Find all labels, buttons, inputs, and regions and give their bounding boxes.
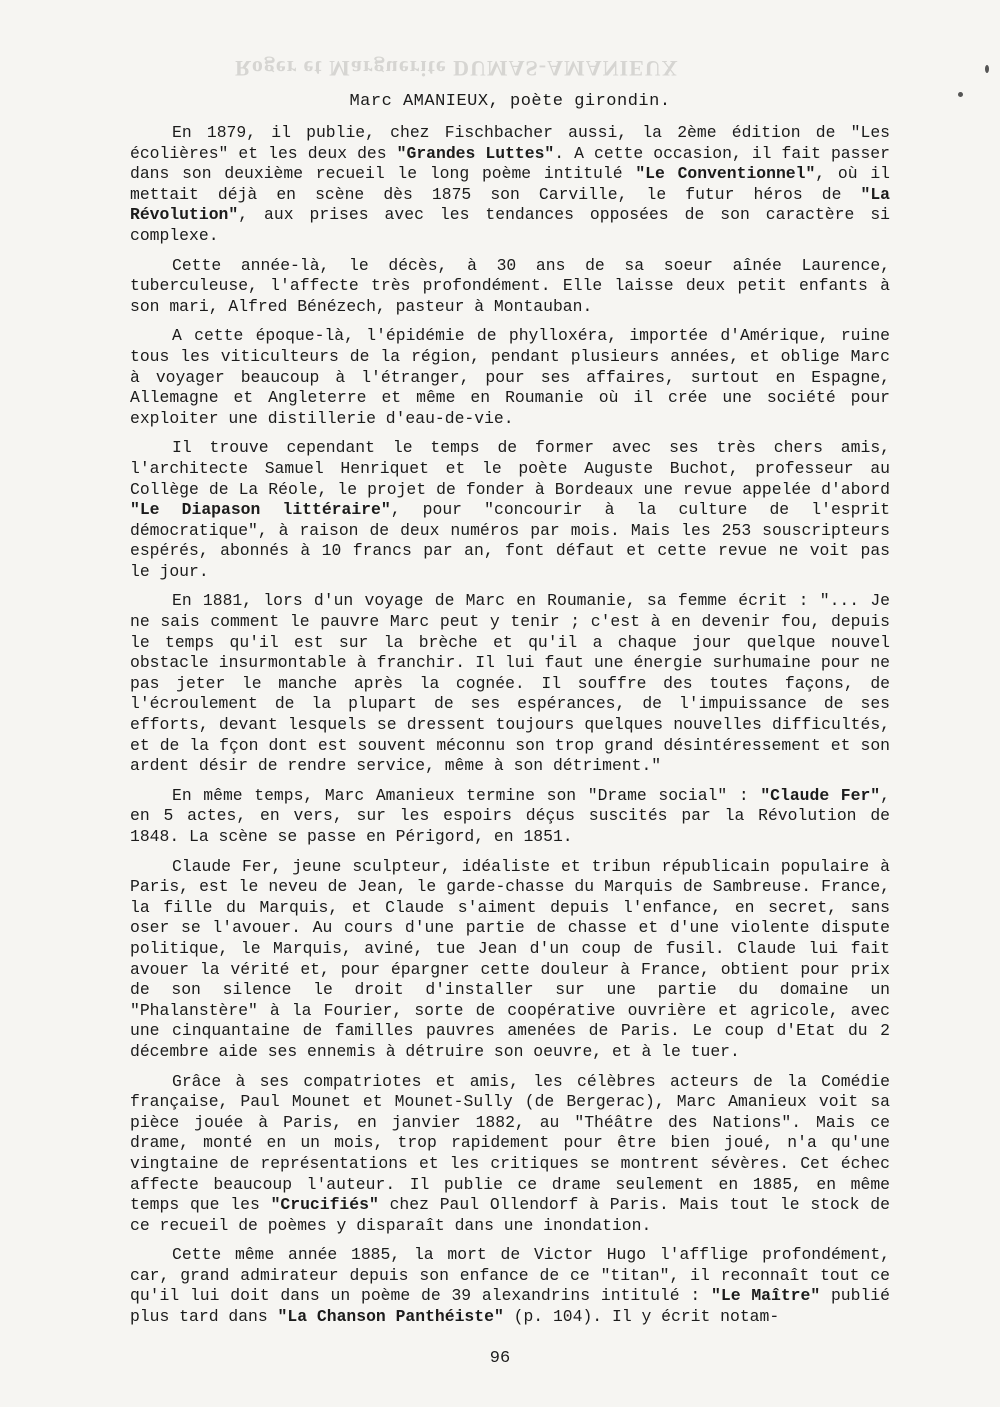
paragraph — [130, 123, 890, 247]
page-number: 96 — [489, 1349, 511, 1368]
text-segment: Cette année-là, le décès, à 30 ans de sa soeur aînée Laurence, tuberculeuse, l'affecte très profondément. Elle laisse deux petit enfants à son mari, Alfred Bénézech, pasteur à Montauban. — [130, 255, 890, 316]
paragraph — [130, 786, 890, 848]
text-segment: En même temps, Marc Amanieux termine son "Drame social" : — [172, 785, 761, 805]
bleed-through-text: Roger et Marguerite DUMAS-AMANIEUX — [235, 56, 679, 81]
text-segment: , où il mettait déjà en scène dès 1875 son Carville, le futur héros de — [130, 164, 890, 204]
paragraph-list — [130, 123, 890, 1328]
paragraph — [130, 256, 890, 318]
bold-title-segment: "Claude Fer" — [760, 785, 881, 805]
bold-title-segment: "Le Conventionnel" — [635, 164, 816, 184]
bold-title-segment: "La Révolution" — [130, 184, 890, 225]
paragraph — [130, 857, 890, 1063]
text-segment: En 1881, lors d'un voyage de Marc en Roumanie, sa femme écrit : "... Je ne sais comment le pauvre Marc peut y tenir ; c'est à en devenir fou, depuis le temps qu'il est sur la brèche et qu'il a chaque jour quelque nouvel obstacle insurmontable à franchir. Il lui faut une énergie surhumaine pour ne pas jeter le manche après la cognée. Il souffre des toutes façons, de l'écroulement de la plupart de ses espérances, de l'impuissance de ses efforts, devant lesquels se dressent toujours quelques nouvelles difficultés, et de la fçon dont est souvent méconnu son trop grand désintéressement et son ardent désir de rendre service, même à son détriment." — [130, 591, 890, 776]
text-segment: Grâce à ses compatriotes et amis, les célèbres acteurs de la Comédie française, Paul Mounet et Mounet-Sully (de Bergerac), Marc Amanieux voit sa pièce jouée à Paris, en janvier 1882, au "Théâtre des Nations". Mais ce drame, monté en un mois, trop rapidement pour être bien joué, n'a qu'une vingtaine de représentations et les critiques se montrent sévères. Cet échec affecte beaucoup l'auteur. Il publie ce drame seulement en 1885, en même temps que les — [130, 1071, 890, 1215]
paragraph — [130, 326, 890, 429]
text-segment: (p. 104). Il y écrit notam- — [503, 1307, 780, 1327]
paragraph — [130, 1072, 890, 1237]
text-segment: chez Paul Ollendorf à Paris. Mais tout le stock de ce recueil de poèmes y disparaît dans une inondation. — [130, 1195, 890, 1235]
bold-title-segment: "La Chanson Panthéiste" — [277, 1307, 504, 1327]
page-speck — [958, 92, 963, 97]
page-speck — [985, 65, 989, 73]
bold-title-segment: "Grandes Luttes" — [396, 143, 555, 163]
text-segment: . A cette occasion, il fait passer dans son deuxième recueil le long poème intitulé — [130, 143, 890, 184]
paragraph — [130, 438, 890, 582]
bold-title-segment: "Le Maître" — [711, 1286, 821, 1306]
page-title: Marc AMANIEUX, poète girondin. — [349, 92, 671, 111]
text-segment: En 1879, il publie, chez Fischbacher aussi, la 2ème édition de "Les écolières" et les deux des — [130, 123, 890, 163]
paragraph — [130, 591, 890, 776]
bold-title-segment: "Crucifiés" — [270, 1195, 379, 1215]
text-segment: publié plus tard dans — [130, 1286, 890, 1327]
text-segment: , aux prises avec les tendances opposées de son caractère si complexe. — [130, 205, 890, 245]
text-body — [130, 92, 890, 1337]
text-segment: , en 5 actes, en vers, sur les espoirs déçus suscités par la Révolution de 1848. La scène se passe en Périgord, en 1851. — [130, 785, 890, 846]
text-segment: Il trouve cependant le temps de former avec ses très chers amis, l'architecte Samuel Henriquet et le poète Auguste Buchot, professeur au Collège de La Réole, le projet de fonder à Bordeaux une revue appelée d'abord — [130, 438, 890, 499]
text-segment: , pour "concourir à la culture de l'esprit démocratique", à raison de deux numéros par mois. Mais les 253 souscripteurs espérés, abonnés à 10 francs par an, font défaut et cette revue ne voit pas le jour. — [130, 500, 890, 581]
paragraph — [130, 1245, 890, 1327]
text-segment: Claude Fer, jeune sculpteur, idéaliste et tribun républicain populaire à Paris, est le neveu de Jean, le garde-chasse du Marquis de Sambreuse. France, la fille du Marquis, et Claude s'aiment depuis l'enfance, en secret, sans oser se l'avouer. Au cours d'une partie de chasse et d'une violente dispute politique, le Marquis, aviné, tue Jean d'un coup de fusil. Claude lui fait avouer la vérité et, pour épargner cette douleur à France, obtient pour prix de son silence le droit d'installer sur une partie du domaine un "Phalanstère" à la Fourier, sorte de coopérative ouvrière et agricole, avec une cinquantaine de familles pauvres amenées de Paris. Le coup d'Etat du 2 décembre aide ses ennemis à détruire son oeuvre, et à le tuer. — [130, 856, 890, 1061]
bold-title-segment: "Le Diapason littéraire" — [130, 500, 391, 520]
text-segment: Cette même année 1885, la mort de Victor Hugo l'afflige profondément, car, grand admirateur depuis son enfance de ce "titan", il reconnaît tout ce qu'il lui doit dans un poème de 39 alexandrins intitulé : — [130, 1245, 890, 1306]
text-segment: A cette époque-là, l'épidémie de phylloxéra, importée d'Amérique, ruine tous les viticulteurs de la région, pendant plusieurs années, et oblige Marc à voyager beaucoup à l'étranger, pour ses affaires, surtout en Espagne, Allemagne et Angleterre et même en Roumanie où il crée une société pour exploiter une distillerie d'eau-de-vie. — [130, 326, 890, 428]
